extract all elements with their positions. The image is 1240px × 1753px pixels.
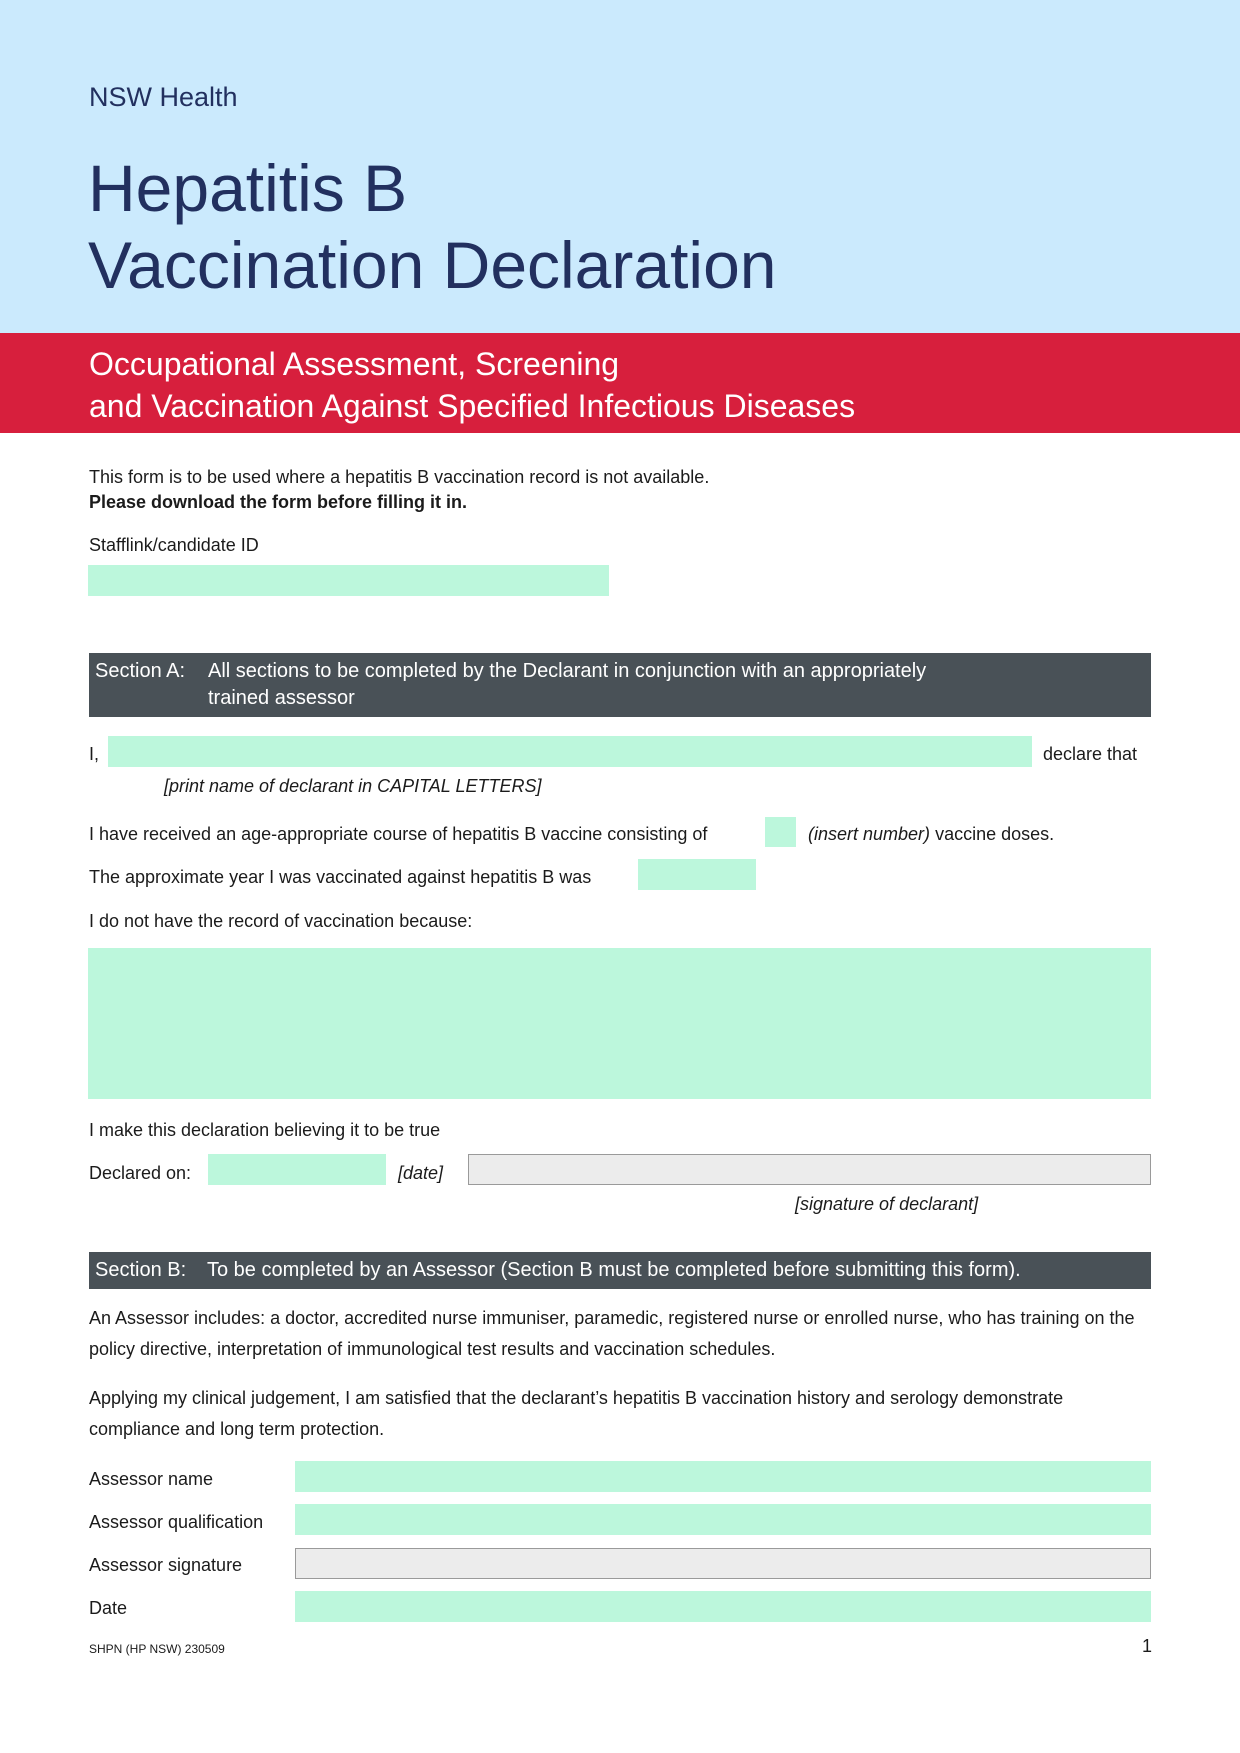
assessor-qualification-label: Assessor qualification <box>89 1512 264 1532</box>
declare-that-label: declare that <box>1043 744 1138 764</box>
subtitle-line-2: and Vaccination Against Specified Infectious Diseases <box>89 388 856 424</box>
stafflink-id-label: Stafflink/candidate ID <box>89 535 259 555</box>
title-line-1: Hepatitis B <box>88 151 408 225</box>
page-number: 1 <box>1142 1636 1153 1656</box>
intro-text: This form is to be used where a hepatitis B vaccination record is not available. <box>89 467 710 487</box>
date-hint: [date] <box>398 1163 444 1183</box>
download-notice: Please download the form before filling it in. <box>89 492 468 512</box>
assessor-date-label: Date <box>89 1598 128 1618</box>
assessor-statement: Applying my clinical judgement, I am satisfied that the declarant’s hepatitis B vaccination history and serology demonstrate compliance and long term protection. <box>89 1388 1064 1439</box>
title-line-2: Vaccination Declaration <box>88 228 777 302</box>
assessor-name-field[interactable] <box>295 1461 1151 1492</box>
vaccination-year-field[interactable] <box>638 859 756 890</box>
doses-suffix: vaccine doses. <box>935 824 1055 844</box>
declarant-signature-field[interactable] <box>468 1154 1151 1185</box>
section-b-label: Section B: <box>95 1259 187 1281</box>
declarant-name-field[interactable] <box>108 736 1032 767</box>
section-a-desc-line-2: trained assessor <box>208 687 355 709</box>
assessor-name-label: Assessor name <box>89 1469 214 1489</box>
page-title <box>88 150 777 304</box>
doses-label: I have received an age-appropriate course of hepatitis B vaccine consisting of <box>89 824 708 844</box>
reason-label: I do not have the record of vaccination because: <box>89 911 473 931</box>
assessor-signature-field[interactable] <box>295 1548 1151 1579</box>
assessor-qualification-field[interactable] <box>295 1504 1151 1535</box>
subtitle-line-1: Occupational Assessment, Screening <box>89 346 620 382</box>
doses-hint <box>808 824 1054 845</box>
declaration-text: I make this declaration believing it to be true <box>89 1120 441 1140</box>
page-subtitle <box>89 343 855 427</box>
doses-number-field[interactable] <box>765 817 796 847</box>
stafflink-id-field[interactable] <box>88 565 609 596</box>
doses-insert-number-hint: (insert number) <box>808 824 931 844</box>
footer-code: SHPN (HP NSW) 230509 <box>89 1642 225 1656</box>
org-name: NSW Health <box>89 82 238 112</box>
reason-textarea[interactable] <box>88 948 1151 1099</box>
i-label: I, <box>89 744 100 764</box>
declared-date-field[interactable] <box>208 1154 386 1185</box>
signature-hint: [signature of declarant] <box>795 1194 979 1214</box>
section-a-label: Section A: <box>95 660 186 682</box>
year-label: The approximate year I was vaccinated against hepatitis B was <box>89 867 592 887</box>
assessor-signature-label: Assessor signature <box>89 1555 243 1575</box>
section-b-header <box>89 1252 1151 1289</box>
section-b-desc: To be completed by an Assessor (Section B must be completed before submitting this form). <box>207 1259 1021 1281</box>
declared-on-label: Declared on: <box>89 1163 192 1183</box>
declarant-name-hint: [print name of declarant in CAPITAL LETTERS] <box>164 776 542 796</box>
assessor-date-field[interactable] <box>295 1591 1151 1622</box>
section-a-header <box>89 653 1151 717</box>
section-a-desc-line-1: All sections to be completed by the Declarant in conjunction with an appropriately <box>208 660 927 682</box>
assessor-description: An Assessor includes: a doctor, accredited nurse immuniser, paramedic, registered nurse or enrolled nurse, who has training on the policy directive, interpretation of immunological test results and vaccination schedules. <box>89 1308 1135 1359</box>
